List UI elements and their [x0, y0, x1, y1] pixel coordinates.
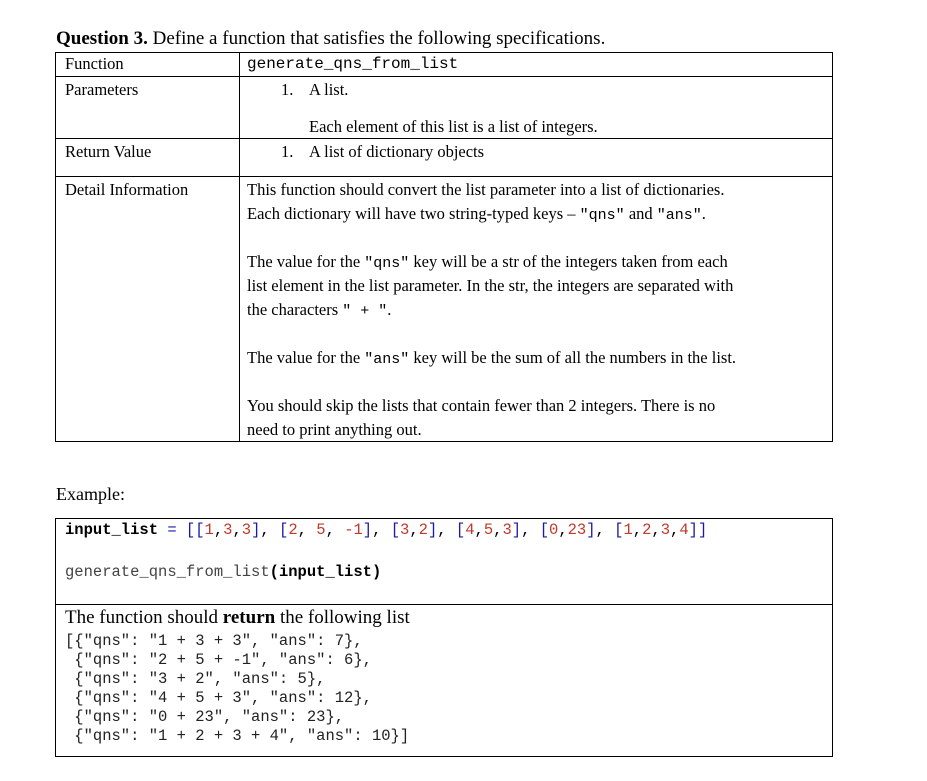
- ans-key: "ans": [656, 207, 702, 224]
- spec-table: [55, 52, 833, 442]
- parameters-label: Parameters: [65, 80, 139, 99]
- input-value: [[1,3,3], [2, 5, -1], [3,2], [4,5,3], [0,23], [1,2,3,4]]: [185, 521, 708, 539]
- return-line: {"qns": "3 + 2", "ans": 5},: [65, 670, 326, 688]
- detail-p1-line1: This function should convert the list parameter into a list of dictionaries.: [247, 180, 725, 199]
- return-intro: The function should return the following list: [65, 607, 410, 628]
- detail-p2-line2: list element in the list parameter. In the str, the integers are separated with: [247, 276, 734, 295]
- detail-p1-line2: Each dictionary will have two string-typed keys – "qns" and "ans".: [247, 204, 706, 224]
- return-value-item: A list of dictionary objects: [309, 142, 485, 161]
- return-line: {"qns": "2 + 5 + -1", "ans": 6},: [65, 651, 372, 669]
- return-line: {"qns": "1 + 2 + 3 + 4", "ans": 10}]: [65, 727, 410, 745]
- divider: [56, 604, 832, 605]
- example-label: Example:: [56, 484, 125, 504]
- return-value-number: 1.: [281, 142, 294, 161]
- call-arguments: (input_list): [269, 563, 382, 581]
- detail-p3: The value for the "ans" key will be the sum of all the numbers in the list.: [247, 348, 737, 368]
- question-title: [56, 28, 605, 50]
- question-number: Question 3.: [56, 28, 148, 49]
- separator-string: " + ": [342, 303, 388, 320]
- detail-p4-line2: need to print anything out.: [247, 420, 422, 439]
- qns-key: "qns": [364, 255, 410, 272]
- detail-p2-line3: the characters " + ".: [247, 300, 392, 320]
- return-line: {"qns": "0 + 23", "ans": 23},: [65, 708, 345, 726]
- return-value-label: Return Value: [65, 142, 152, 161]
- call-function-name: generate_qns_from_list: [65, 563, 270, 581]
- question-text: Define a function that satisfies the following specifications.: [147, 28, 606, 49]
- ans-key: "ans": [364, 351, 410, 368]
- qns-key: "qns": [579, 207, 625, 224]
- function-name: generate_qns_from_list: [247, 55, 459, 73]
- parameters-number: 1.: [281, 80, 294, 99]
- parameters-detail: Each element of this list is a list of integers.: [309, 117, 598, 136]
- detail-p2-line1: The value for the "qns" key will be a str of the integers taken from each: [247, 252, 728, 272]
- function-label: Function: [65, 54, 124, 73]
- parameters-item: A list.: [309, 80, 349, 99]
- assign-operator: =: [158, 521, 186, 539]
- return-line: [{"qns": "1 + 3 + 3", "ans": 7},: [65, 632, 363, 650]
- detail-label: Detail Information: [65, 180, 189, 199]
- return-line: {"qns": "4 + 5 + 3", "ans": 12},: [65, 689, 372, 707]
- return-keyword: return: [222, 607, 276, 628]
- example-box: [55, 518, 833, 757]
- input-variable: input_list: [65, 521, 159, 539]
- detail-p4-line1: You should skip the lists that contain fewer than 2 integers. There is no: [247, 396, 716, 415]
- input-line: [65, 520, 707, 540]
- call-line: [65, 562, 381, 582]
